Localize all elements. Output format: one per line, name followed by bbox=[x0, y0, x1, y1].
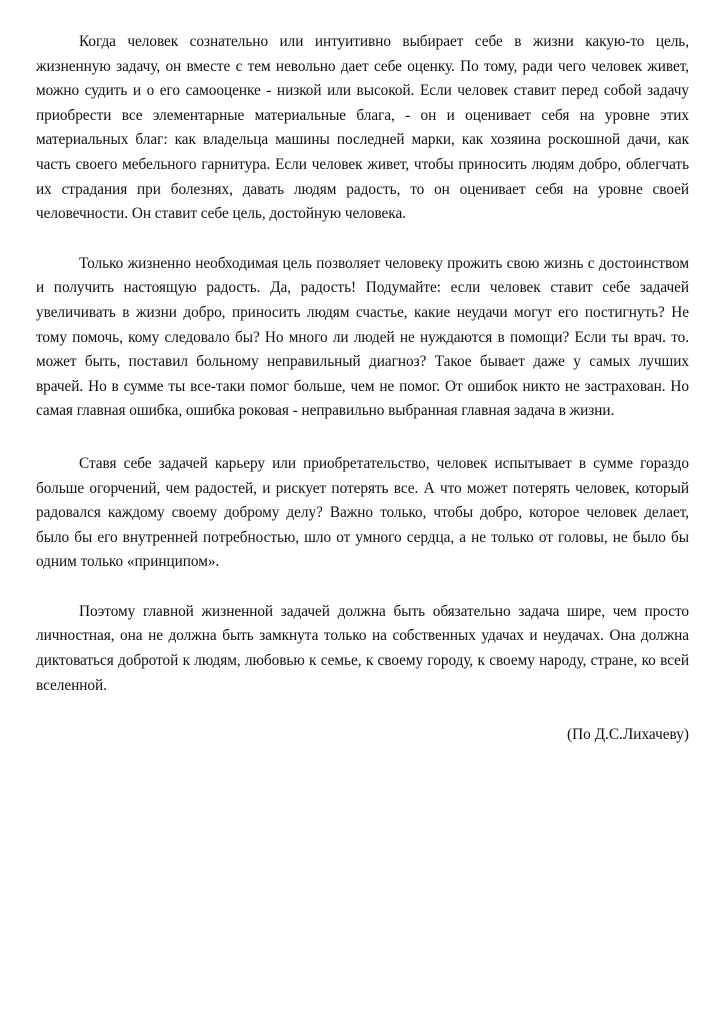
paragraph-1: Когда человек сознательно или интуитивно выбирает себе в жизни какую-то цель, жизненную задачу, он вместе с тем невольно дает себе оценку. По тому, ради чего человек живет, можно судить и о его самооценке - низкой или высокой. Если человек ставит перед собой задачу приобрести все элементарные материальные блага, - он и оценивает себя на уровне этих материальных благ: как владельца машины последней марки, как хозяина роскошной дачи, как часть своего мебельного гарнитура. Если человек живет, чтобы приносить людям добро, облегчать их страдания при болезнях, давать людям радость, то он оценивает себя на уровне своей человечности. Он ставит себе цель, достойную человека. bbox=[36, 33, 689, 223]
paragraph-2: Только жизненно необходимая цель позволяет человеку прожить свою жизнь с достоинством и получить настоящую радость. Да, радость! Подумайте: если человек ставит себе задачей увеличивать в жизни добро, приносить людям счастье, какие неудачи могут его постигнуть? Не тому помочь, кому следовало бы? Но много ли людей не нуждаются в помощи? Если ты врач. то. может быть, поставил больному неправильный диагноз? Такое бывает даже у самых лучших врачей. Но в сумме ты все-таки помог больше, чем не помог. От ошибок никто не застрахован. Но самая главная ошибка, ошибка роковая - неправильно выбранная главная задача в жизни. bbox=[36, 254, 689, 420]
paragraph-3: Ставя себе задачей карьеру или приобретательство, человек испытывает в сумме гораздо больше огорчений, чем радостей, и рискует потерять все. А что может потерять человек, который радовался каждому своему доброму делу? Важно только, чтобы добро, которое человек делает, было бы его внутренней потребностью, шло от умного сердца, а не только от головы, не было бы одним только «принципом». bbox=[36, 454, 689, 571]
paragraph-4: Поэтому главной жизненной задачей должна быть обязательно задача шире, чем просто личностная, она не должна быть замкнута только на собственных удачах и неудачах. Она должна диктоваться добротой к людям, любовью к семье, к своему городу, к своему народу, стране, ко всей вселенной. bbox=[36, 602, 689, 694]
attribution: (По Д.С.Лихачеву) bbox=[566, 726, 689, 744]
